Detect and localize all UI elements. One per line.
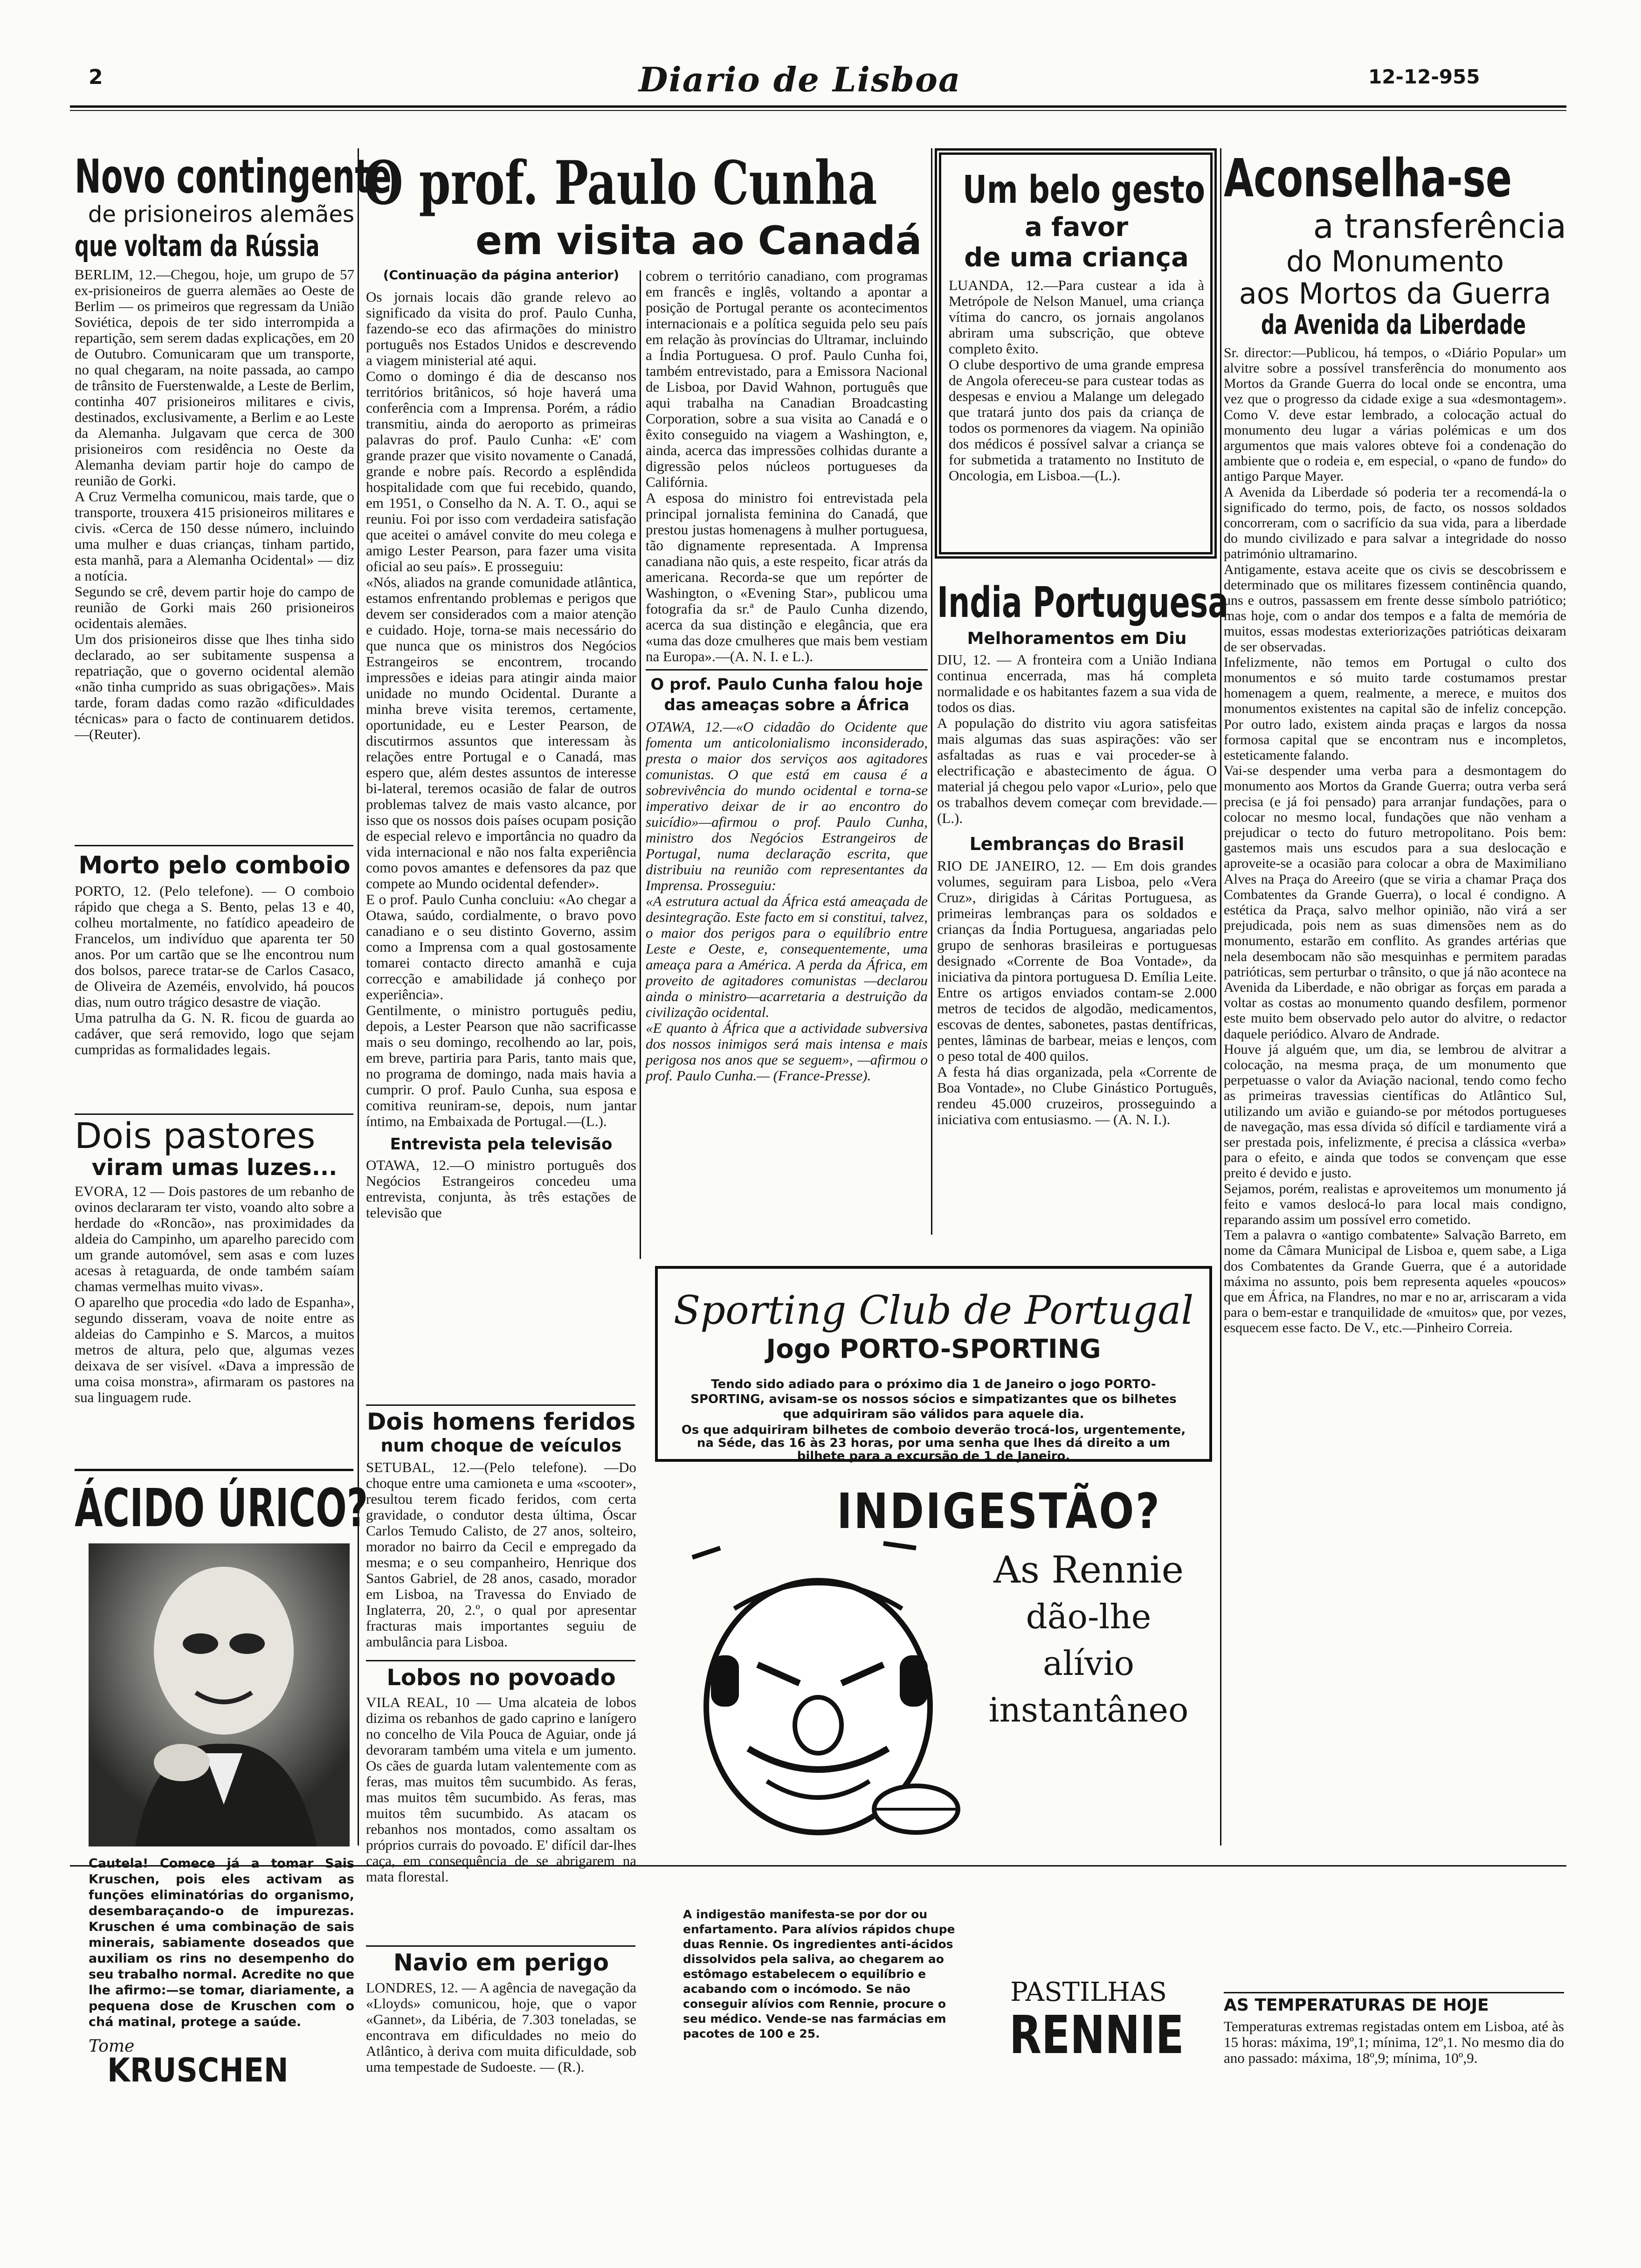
ad-tagline: instantâneo: [988, 1690, 1189, 1729]
rennie-ad: [655, 1483, 1212, 2066]
ad-body: Cautela! Comece já a tomar Sais Kruschen, pois eles activam as funções eliminatórias do organismo, desembaraçando-o de impurezas. Kruschen é uma combinação de sais minerais, sabiamente doseados que auxiliam os rins no desempenho do seu trabalho normal. Acredite no que lhe afirmo:—se tomar, diariamente, a pequena dose de Kruschen com o chá matinal, protege a saúde.: [89, 1856, 354, 2029]
article-injured: [366, 1408, 636, 1650]
subhead: a favor: [1024, 212, 1129, 242]
article-rule: [366, 1404, 635, 1406]
column-rule: [358, 148, 359, 1846]
article-paulo-cunha-col-b: [646, 268, 928, 1084]
headline: Lobos no povoado: [386, 1665, 616, 1691]
subhead: aos Mortos da Guerra: [1239, 276, 1551, 311]
article-body: Sr. director:—Publicou, há tempos, o «Diário Popular» um alvitre sobre a possível transferência do monumento aos Mortos da Grande Guerra do local onde se encontra, uma vez que o progresso da cidade exige a sua «desmontagem». Como V. deve estar lembrado, a colocação actual do monumento deu lugar a várias polémicas e um dos argumentos que mais valores obteve foi a condenação do ambiente que o rodeia e, em especial, o «pano de fundo» do antigo Parque Mayer. A Avenida da Liberdade só poderia ter a recomendá-la o significado do termo, pois, de facto, os nossos soldados concorreram, com o sacrifício da sua vida, para a liberdade do mundo civilizado e para salvar a integridade do nosso património ultramarino. Antigamente, estava aceite que os civis se descobrissem e determinado que os militares fizessem continência quando, uns e outros, passassem em frente desse símbolo patriótico; mas hoje, com o andar dos tempos e a falta de memória de muitos, essas modestas exteriorizações patrióticas deixaram de ser observadas. Infelizmente, não temos em Portugal o culto dos monumentos e só muito tarde costumamos prestar homenagem a quem, realmente, a merece, e muitos dos monumentos existentes na capital são de infeliz concepção. Por outro lado, existem ainda praças e largos da nossa formosa capital que se encontram nus e incompletos, esteticamente falando. Vai-se despender uma verba para a desmontagem do monumento aos Mortos da Grande Guerra; outra verba será precisa (e já foi pensado) para arranjar fundações, para o colocar no mesmo local, fundações que não venham a prejudicar o tecto do futuro metropolitano. Pois bem: gastemos mais uns escudos para a sua deslocação e aproveite-se a ocasião para colocar a obra de Maximiliano Alves na Praça do Areeiro (que se viria a chamar Praça dos Combatentes da Grande Guerra), o local é condigno. A estética da Praça, salvo melhor opinião, não virá a ser prejudicada, pois nem as suas dimensões nem as do monumento, estarão em conflito. As grandes artérias que nela desembocam não são mesquinhas e permitem paradas patrióticas, sem perturbar o trânsito, o que já não acontece na Avenida da Liberdade, e não obrigar as forças em parada a voltar as costas ao monumento quando desfilem, pormenor este muito bem observado pelo autor do alvitre, o redactor daquele periódico. Alvaro de Andrade. Houve já alguém que, um dia, se lembrou de alvitrar a colocação, na mesma praça, de um monumento que perpetuasse o valor da Aviação nacional, tendo como fecho as primeiras travessias científicas do Atlântico Sul, utilizando um avião e guiando-se por métodos portugueses de navegação, mas essa dívida só difícil e tardiamente virá a ser prestada pois, infelizmente, é precisa a clássica «verba» para o efeito, e ainda que todos se convençam que esse preito é devido e justo. Sejamos, porém, realistas e aproveitemos um monumento já feito e vamos deslocá-lo para local mais condigno, reparando assim um possível erro cometido. Tem a palavra o «antigo combatente» Salvação Barreto, em nome da Câmara Municipal de Lisboa e, quem sabe, a Liga dos Combatentes da Grande Guerra, que é a autoridade máxima no assunto, pois bem representa aqueles «poucos» que em África, na Flandres, no mar e no ar, arriscaram a vida para o bem-estar e tranquilidade de «muitos» que, por vezes, esquecem esse facto. De V., etc.—Pinheiro Correia.: [1224, 345, 1566, 1336]
article-rule: [366, 1945, 635, 1947]
article-rule: [366, 1660, 635, 1661]
ad-headline: INDIGESTÃO?: [837, 1483, 1161, 1540]
headline: Dois pastores: [75, 1115, 316, 1156]
article-rule: [75, 845, 353, 846]
article-ship: [366, 1949, 636, 2075]
subhead: Melhoramentos em Diu: [967, 629, 1187, 648]
masthead-title: Diario de Lisboa: [639, 60, 961, 99]
article-wolves: [366, 1665, 636, 1885]
continuation-note: (Continuação da página anterior): [383, 268, 620, 283]
article-body: PORTO, 12. (Pelo telefone). — O comboio rápido que chega a S. Bento, pelas 13 e 40, colheu mortalmente, no fatídico apeadeiro de Francelos, um indivíduo que aparenta ter 50 anos. Por um cartão que se lhe encontrou num dos bolsos, parece tratar-se de Carlos Casaco, de Oliveira de Azeméis, envolvido, há poucos dias, num outro trágico desastre de viação. Uma patrulha da G. N. R. ficou de guarda ao cadáver, que será removido, logo que sejam cumpridas as formalidades legais.: [75, 883, 354, 1058]
article-body: VILA REAL, 10 — Uma alcateia de lobos dizima os rebanhos de gado caprino e lanígero no concelho de Vila Pouca de Aguiar, onde já devoraram também uma vitela e um jumento. Os cães de guarda lutam valentemente com as feras, mas muitos têm sucumbido. As feras, mas muitos têm sucumbido. As feras, mas muitos têm sucumbido. As atacam os rebanhos nos montados, como assaltam os próprios currais do povoado. E' difícil dar-lhes caça, em consequência de se abrigarem na mata florestal.: [366, 1694, 636, 1885]
ad-rule: [75, 1469, 353, 1471]
article-rule: [1224, 1992, 1564, 1993]
article-body: OTAWA, 12.—«O cidadão do Ocidente que fomenta um anticolonialismo inconsiderado, presta o maior dos serviços aos agitadores comunistas. O que está em causa é a sobrevivência do mundo ocidental e torna-se imperativo deixar de ir ao encontro do suicídio»—afirmou o prof. Paulo Cunha, ministro dos Negócios Estrangeiros de Portugal, numa declaração escrita, que distribuiu na reunião com representantes da Imprensa. Prosseguiu: «A estrutura actual da África está ameaçada de desintegração. Este facto em si constitui, talvez, o maior dos perigos para o equilíbrio entre Leste e Oeste, e, consequentemente, uma ameaça para a América. A perda da África, em proveito de agitadores comunistas —declarou ainda o ministro—acarretaria a destruição da civilização ocidental. «E quanto à África que a actividade subversiva dos nossos inimigos será mais intensa e mais perigosa nos anos que se seguem», —afirmou o prof. Paulo Cunha.— (France-Presse).: [646, 719, 928, 1084]
subhead: a transferência: [1313, 207, 1566, 246]
subhead: Entrevista pela televisão: [390, 1135, 613, 1154]
article-monument: [1224, 148, 1566, 1336]
article-body: cobrem o território canadiano, com programas em francês e inglês, voltando a apontar a posição de Portugal perante os acontecimentos internacionais e a política seguida pelo seu país em relação às províncias do Ultramar, incluindo a Índia Portuguesa. O prof. Paulo Cunha foi, também entrevistado, para a Emissora Nacional de Lisboa, por David Wahnon, português que aqui trabalha na Canadian Broadcasting Corporation, sobre a sua visita ao Canadá e o êxito conseguido na viagem a Washington, e, ainda, acerca das impressões colhidas durante a digressão pelos núcleos portugueses da Califórnia. A esposa do ministro foi entrevistada pela principal jornalista feminina do Canadá, que prestou justas homenagens à mulher portuguesa, tão dignamente representada. A Imprensa canadiana não quis, a este respeito, ficar atrás da americana. Recorda-se que um repórter de Washington, o «Evening Star», publicou uma fotografia da sr.ª de Paulo Cunha dizendo, acerca da sua distinção e elegância, que era «uma das doze cmulheres que mais bem vestiam na Europa».—(A. N. I. e L.).: [646, 268, 928, 664]
article-rule: [646, 669, 928, 671]
article-body: Os jornais locais dão grande relevo ao significado da visita do prof. Paulo Cunha, fazendo-se eco das afirmações do ministro português nos Estados Unidos e descrevendo a viagem ministerial até aqui. Como o domingo é dia de descanso nos territórios britânicos, só hoje haverá uma conferência com a Imprensa. Porém, a rádio transmitiu, ainda do aeroporto as primeiras palavras do prof. Paulo Cunha: «E' com grande prazer que visito novamente o Canadá, grande e nobre país. Recordo a esplêndida hospitalidade com que fui recebido, quando, em 1951, o Conselho da N. A. T. O., aqui se reuniu. Foi por isso com verdadeira satisfação que aceitei o amável convite do meu colega e amigo Lester Pearson, para fazer uma visita oficial ao seu país». E prosseguiu: «Nós, aliados na grande comunidade atlântica, estamos enfrentando problemas e perigos que devem ser considerados com a maior atenção e cuidado. Hoje, torna-se mais necessário do que nunca que os ministros dos Negócios Estrangeiros se encontrem, trocando impressões e ideias para atingir ainda maior unidade no mundo Ocidental. Durante a minha breve visita teremos, certamente, oportunidade, eu e Lester Pearson, de discutirmos assuntos que interessam às relações entre Portugal e o Canadá, mas espero que, além destes assuntos de interesse bi-lateral, teremos ocasião de falar de outros problemas talvez de mais vasto alcance, por isso que os nossos dois países ocupam posição de especial relevo e importância no quadro da vida internacional e não nos falta experiência como povos amantes e defensores da paz que compete ao Mundo ocidental defender». E o prof. Paulo Cunha concluiu: «Ao chegar a Otawa, saúdo, cordialmente, o bravo povo canadiano e o seu distinto Governo, assim como a Imprensa com a qual gostosamente tomarei contacto directo amanhã e cuja correcção e amabilidade já conheço por experiência». Gentilmente, o ministro português pediu, depois, a Lester Pearson que não sacrificasse mais o seu domingo, recolhendo ao lar, pois, em breve, partiria para Paris, tanto mais que, no programa de domingo, nada mais havia a cumprir. O prof. Paulo Cunha, sua esposa e comitiva reuniram-se, depois, num jantar íntimo, na Embaixada de Portugal.—(L.).: [366, 289, 636, 1129]
kruschen-ad-text: [89, 1856, 354, 2089]
column-rule: [1220, 148, 1221, 1846]
subhead: num choque de veículos: [380, 1435, 622, 1456]
masthead-date: 12-12-955: [1368, 65, 1480, 88]
ad-cartoon-face: [664, 1529, 967, 1846]
article-body: LUANDA, 12.—Para custear a ida à Metrópole de Nelson Manuel, uma criança vítima do cancro, os jornais angolanos abriram uma subscrição, que obteve completo êxito. O clube desportivo de uma grande empresa de Angola ofereceu-se para custear todas as despesas e enviou a Malange um delegado que tratará junto dos pais da criança de todos os pormenores da viagem. Na opinião dos médicos é possível salvar a criança se for submetida a tratamento no Instituto de Oncologia, em Lisboa.—(L.).: [949, 277, 1204, 484]
article-body: LONDRES, 12. — A agência de navegação da «Lloyds» comunicou, hoje, que o vapor «Gannet», da Libéria, de 7.303 toneladas, se encontrava em dificuldades no meio do Atlântico, à deriva com muita dificuldade, sob uma tempestade de Sudoeste. — (R.).: [366, 1979, 636, 2075]
masthead-rule: [70, 105, 1566, 108]
ad-body: A indigestão manifesta-se por dor ou enfartamento. Para alívios rápidos chupe duas Rennie. Os ingredientes anti-ácidos dissolvidos pela saliva, ao chegarem ao estômago estabelecem o equilíbrio e acabando com o incómodo. Se não conseguir alívios com Rennie, procure o seu médico. Vende-se nas farmácias em pacotes de 100 e 25.: [683, 1908, 955, 2040]
headline: Aconselha-se: [1224, 148, 1512, 209]
article-body: EVORA, 12 — Dois pastores de um rebanho de ovinos declararam ter visto, voando alto sobre a herdade do «Roncão», nas proximidades da aldeia do Campinho, um aparelho parecido com um grande automóvel, sem asas e com luzes acesas à retaguarda, de onde também saíam chamas vermelhas muito vivas». O aparelho que procedia «do lado de Espanha», segundo disseram, voava de noite entre as aldeias do Campinho e S. Marcos, a muitos metros de altura, pelo que, algumas vezes deixava de ser visível. «Dava a impressão de uma coisa monstra», afirmaram os pastores na sua linguagem rude.: [75, 1182, 354, 1405]
column-rule: [640, 270, 641, 1259]
sporting-notice: [655, 1266, 1212, 1462]
headline: Um belo gesto: [963, 168, 1205, 212]
notice-title: Sporting Club de Portugal: [673, 1287, 1194, 1333]
article-paulo-cunha-col-a: [366, 268, 636, 1221]
article-india: [937, 578, 1228, 1127]
ad-headline: ÁCIDO ÚRICO?: [75, 1478, 368, 1539]
headline: Dois homens feridos: [366, 1408, 636, 1435]
subhead: do Monumento: [1286, 244, 1504, 278]
ad-tagline: dão-lhe: [1026, 1597, 1151, 1636]
masthead-rule-thin: [70, 110, 1566, 111]
page-number: 2: [89, 65, 103, 89]
ad-portrait-image: [89, 1543, 350, 1846]
headline: AS TEMPERATURAS DE HOJE: [1224, 1996, 1489, 2015]
subhead: de uma criança: [964, 242, 1189, 273]
headline: Novo contingente: [75, 149, 392, 204]
ad-brand: RENNIE: [1009, 2005, 1184, 2066]
article-paulo-cunha: [364, 148, 928, 261]
article-train: [75, 851, 354, 1058]
ad-tagline: As Rennie: [993, 1548, 1184, 1591]
subhead: que voltam da Rússia: [75, 229, 320, 263]
subhead: Lembranças do Brasil: [969, 834, 1185, 854]
article-shepherds: [75, 1117, 354, 1405]
subhead: O prof. Paulo Cunha falou hoje das ameaças sobre a África: [650, 675, 923, 714]
article-body: BERLIM, 12.—Chegou, hoje, um grupo de 57 ex-prisioneiros de guerra alemães ao Oeste de Berlim — os primeiros que regressam da União Soviética, depois de ter sido interrompida a repartição, sem serem dadas explicações, em 20 de Outubro. Comunicaram que um transporte, no qual chegaram, na noite passada, ao campo de trânsito de Fuerstenwalde, a Leste de Berlim, continha 407 prisioneiros militares e civis, destinados, exclusivamente, a Berlim e ao Leste da Alemanha. Julgavam que cerca de 300 prisioneiros com residência no Oeste da Alemanha deviam partir hoje do campo de reunião de Gorki. A Cruz Vermelha comunicou, mais tarde, que o transporte, trouxera 415 prisioneiros militares e civis. «Cerca de 150 desse número, incluindo uma mulher e duas crianças, tinham partido, esta manhã, para a Alemanha Ocidental» — diz a notícia. Segundo se crê, devem partir hoje do campo de reunião de Gorki mais 260 prisioneiros ocidentais alemães. Um dos prisioneiros disse que lhes tinha sido declarado, ao ser subitamente suspensa a repatriação, que o governo ocidental alemão «não tinha cumprido as suas obrigações». Mais tarde, foram dadas como razão «dificuldades técnicas» para o facto de continuarem detidos.—(Reuter).: [75, 266, 354, 743]
headline: O prof. Paulo Cunha: [364, 148, 877, 218]
notice-paragraph: Os que adquiriram bilhetes de comboio deverão trocá-los, urgentemente, na Séde, das 16 às 23 horas, por uma senha que lhes dá direito a um bilhete para a excursão de 1 de Janeiro.: [681, 1423, 1186, 1463]
headline: Morto pelo comboio: [78, 851, 351, 879]
subhead: em visita ao Canadá: [476, 218, 922, 263]
article-temperatures: [1224, 1996, 1564, 2066]
notice-paragraph: Tendo sido adiado para o próximo dia 1 de Janeiro o jogo PORTO-SPORTING, avisam-se os nossos sócios e simpatizantes que os bilhetes que adquiriram são válidos para aquele dia.: [690, 1377, 1177, 1421]
headline: Navio em perigo: [393, 1949, 609, 1976]
article-body: DIU, 12. — A fronteira com a União Indiana continua encerrada, mas há completa normalidade e os habitantes fazem a sua vida de todos os dias. A população do distrito viu agora satisfeitas mais algumas das suas aspirações: vão ser asfaltadas as ruas e vai proceder-se à electrificação e abastecimento de água. O material já chegou pelo vapor «Lurio», pelo que os trabalhos devem começar com brevidade.—(L.).: [937, 651, 1217, 826]
ad-brand: KRUSCHEN: [107, 2051, 289, 2089]
article-body: SETUBAL, 12.—(Pelo telefone). —Do choque entre uma camioneta e uma «scooter», resultou terem ficado feridos, com certa gravidade, o condutor desta última, Óscar Carlos Temudo Calisto, de 27 anos, solteiro, morador no bairro da Cecil e empregado da mesma; e o seu companheiro, Henrique dos Santos Gabriel, de 28 anos, casado, morador em Lisboa, na Travessa do Enviado de Inglaterra, 20, 2.º, o qual por apresentar fracturas mais importantes seguiu de ambulância para Lisboa.: [366, 1459, 636, 1650]
ad-brand-small: PASTILHAS: [1010, 1977, 1167, 2007]
article-body: RIO DE JANEIRO, 12. — Em dois grandes volumes, seguiram para Lisboa, pelo «Vera Cruz», dirigidas à Cáritas Portuguesa, as primeiras lembranças para os soldados e crianças da Índia Portuguesa, angariadas pelo grupo de senhoras brasileiras e portuguesas designado «Corrente de Boa Vontade», da iniciativa da pintora portuguesa D. Emília Leite. Entre os artigos enviados contam-se 2.000 metros de tecidos de algodão, medicamentos, escovas de dentes, sabonetes, pastas dentífricas, pentes, lâminas de barbear, meias e lenços, com o peso total de 400 quilos. A festa há dias organizada, pela «Corrente de Boa Vontade», no Clube Ginástico Português, rendeu 45.000 cruzeiros, prosseguindo a iniciativa com entusiasmo. — (A. N. I.).: [937, 857, 1217, 1127]
article-child: [949, 168, 1204, 484]
headline: India Portuguesa: [937, 578, 1228, 627]
ad-tagline: alívio: [1042, 1644, 1135, 1683]
article-prisoners: [75, 149, 392, 743]
ad-tome: Tome: [89, 2037, 135, 2056]
subhead: viram umas luzes...: [91, 1154, 338, 1181]
kruschen-ad: [75, 1478, 368, 1539]
column-rule: [931, 148, 932, 1235]
notice-subtitle: Jogo PORTO-SPORTING: [766, 1334, 1101, 1364]
subhead: de prisioneiros alemães: [88, 201, 354, 228]
article-body: Temperaturas extremas registadas ontem em Lisboa, até às 15 horas: máxima, 19º,1; mínima, 12º,1. No mesmo dia do ano passado: máxima, 18º,9; mínima, 10º,9.: [1224, 2018, 1564, 2066]
subhead: da Avenida da Liberdade: [1261, 308, 1526, 340]
article-body: OTAWA, 12.—O ministro português dos Negócios Estrangeiros concedeu uma entrevista, conjunta, às três estações de televisão que: [366, 1157, 636, 1221]
